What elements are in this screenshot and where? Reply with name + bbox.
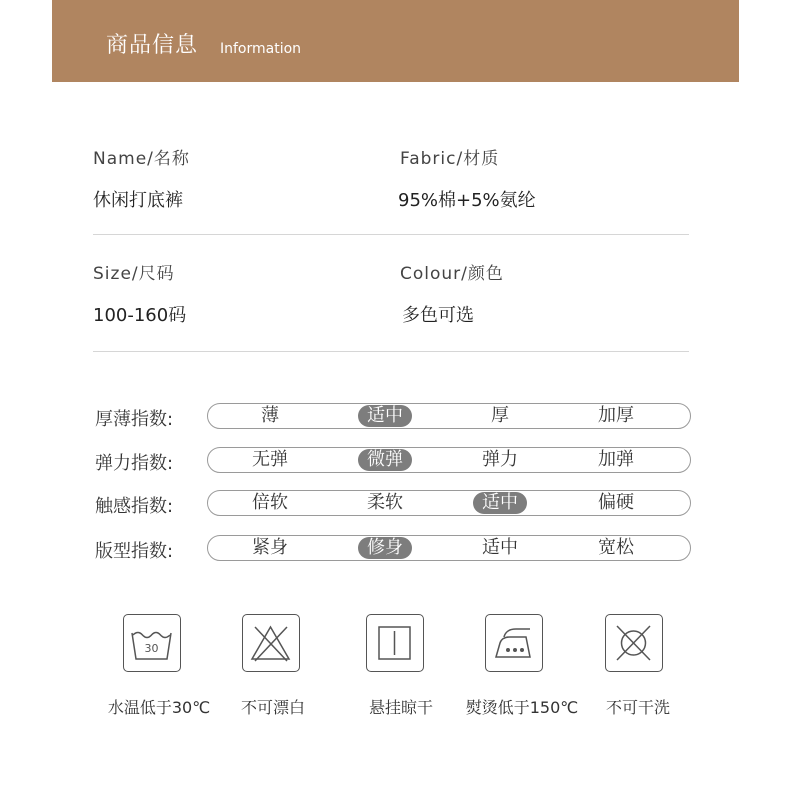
wash-temp-text: 30 xyxy=(144,642,159,655)
header-subtitle: Information xyxy=(220,41,302,57)
colour-value: 多色可选 xyxy=(402,305,474,326)
divider xyxy=(93,234,689,235)
index-option: 弹力 xyxy=(482,449,518,470)
index-option: 薄 xyxy=(261,405,279,426)
header-title: 商品信息 xyxy=(106,33,199,58)
wash-30-icon xyxy=(123,614,181,672)
index-option: 无弹 xyxy=(252,449,288,470)
colour-label: Colour/颜色 xyxy=(400,264,504,284)
fit-index-bar xyxy=(207,535,691,561)
care-label: 悬挂晾干 xyxy=(368,698,434,717)
thickness-index-label: 厚薄指数: xyxy=(95,409,174,430)
softness-index-bar xyxy=(207,490,691,516)
name-label: Name/名称 xyxy=(93,149,190,169)
index-option: 加厚 xyxy=(598,405,634,426)
thickness-index-bar xyxy=(207,403,691,429)
care-label: 熨烫低于150℃ xyxy=(465,698,579,717)
no-bleach-icon xyxy=(242,614,300,672)
elasticity-index-bar xyxy=(207,447,691,473)
elasticity-index-label: 弹力指数: xyxy=(95,453,174,474)
index-option-selected: 修身 xyxy=(358,537,412,559)
index-option: 厚 xyxy=(491,405,509,426)
care-label: 不可漂白 xyxy=(240,698,306,717)
hang-dry-icon xyxy=(366,614,424,672)
size-value: 100-160码 xyxy=(93,305,187,326)
header-banner xyxy=(52,0,739,82)
care-label: 水温低于30℃ xyxy=(107,698,211,717)
fabric-label: Fabric/材质 xyxy=(400,149,500,169)
size-label: Size/尺码 xyxy=(93,264,175,284)
index-option-selected: 适中 xyxy=(358,405,412,427)
divider xyxy=(93,351,689,352)
care-label: 不可干洗 xyxy=(605,698,671,717)
index-option: 宽松 xyxy=(598,537,634,558)
index-option-selected: 适中 xyxy=(473,492,527,514)
no-dry-clean-icon xyxy=(605,614,663,672)
softness-index-label: 触感指数: xyxy=(95,496,174,517)
index-option-selected: 微弹 xyxy=(358,449,412,471)
fabric-value: 95%棉+5%氨纶 xyxy=(398,190,536,211)
index-option: 适中 xyxy=(482,537,518,558)
index-option: 加弹 xyxy=(598,449,634,470)
index-option: 紧身 xyxy=(252,537,288,558)
iron-150-icon xyxy=(485,614,543,672)
index-option: 柔软 xyxy=(367,492,403,513)
name-value: 休闲打底裤 xyxy=(93,190,183,211)
fit-index-label: 版型指数: xyxy=(95,541,174,562)
index-option: 倍软 xyxy=(252,492,288,513)
index-option: 偏硬 xyxy=(598,492,634,513)
